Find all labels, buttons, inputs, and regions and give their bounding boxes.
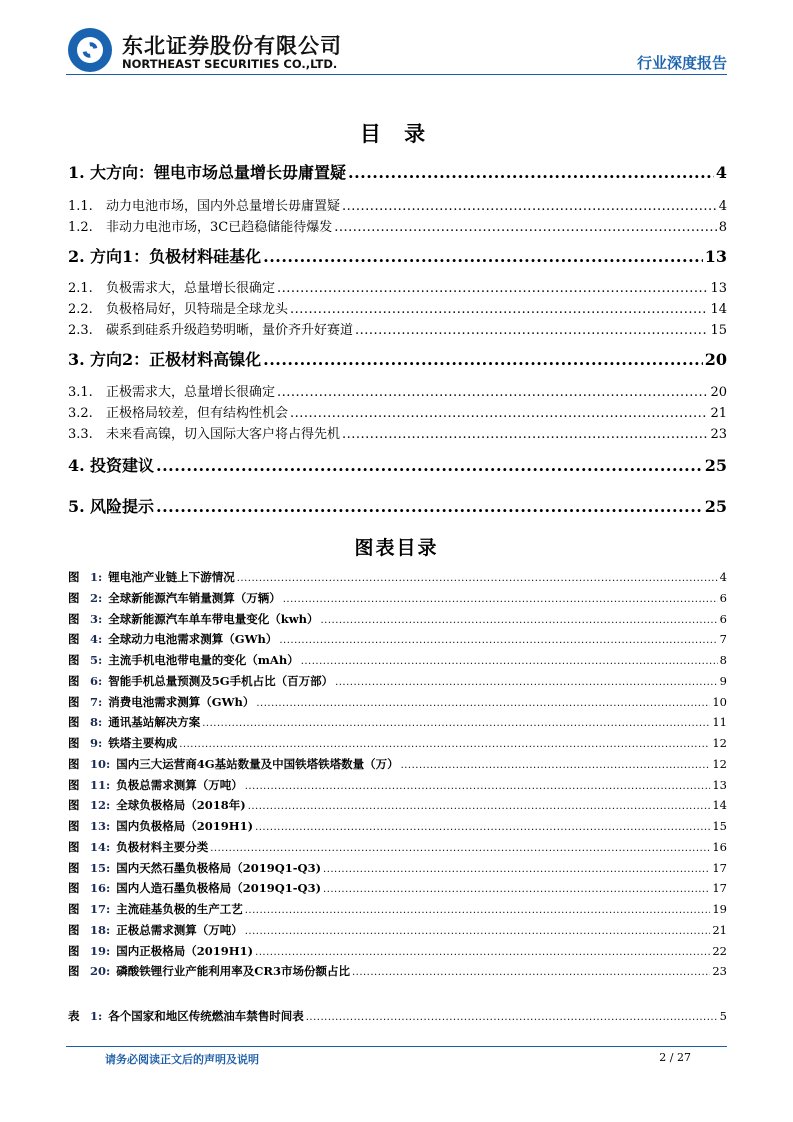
toc-page: 23 (710, 427, 727, 442)
leader-dots (263, 350, 703, 369)
figure-entry[interactable] (68, 777, 727, 793)
leader-dots (348, 163, 714, 182)
toc-number: 4. (68, 456, 85, 475)
toc-page: 25 (704, 497, 727, 516)
leader-dots (306, 1012, 718, 1023)
figure-entry[interactable] (68, 569, 727, 585)
leader-dots (401, 760, 711, 771)
entry-page: 11 (712, 715, 727, 730)
entry-prefix: 图 (68, 860, 80, 875)
leader-dots (355, 323, 708, 338)
figure-entry[interactable] (68, 901, 727, 917)
figure-entry[interactable] (68, 673, 727, 689)
entry-text[interactable]: 全球负极格局（2018年) (116, 798, 246, 813)
toc-text[interactable]: 投资建议 (90, 456, 155, 475)
leader-dots (342, 427, 708, 442)
entry-page: 6 (719, 590, 727, 605)
toc-number: 2.2. (68, 302, 93, 317)
figure-entry[interactable] (68, 880, 727, 896)
entry-prefix: 图 (68, 777, 80, 792)
toc-number: 1.2. (68, 220, 93, 235)
leader-dots (352, 967, 710, 978)
toc-entry[interactable] (68, 298, 727, 317)
toc-page: 13 (704, 247, 727, 266)
leader-dots (245, 926, 711, 937)
entry-page: 16 (712, 839, 727, 854)
entry-number: 15: (90, 860, 111, 875)
entry-page: 12 (712, 736, 727, 750)
leader-dots (342, 199, 717, 214)
entry-prefix: 图 (68, 902, 80, 916)
entry-text[interactable]: 智能手机总量预测及5G手机占比（百万部） (108, 673, 334, 688)
entry-text[interactable]: 国内三大运营商4G基站数量及中国铁塔铁塔数量（万） (116, 756, 399, 771)
leader-dots (283, 594, 718, 605)
toc-entry[interactable] (68, 494, 727, 517)
leader-dots (277, 385, 708, 400)
entry-number: 4: (90, 632, 103, 647)
entry-number: 11: (90, 777, 111, 792)
leader-dots (290, 302, 708, 317)
entry-prefix: 图 (68, 611, 80, 626)
entry-number: 5: (90, 653, 103, 667)
leader-dots (335, 677, 718, 688)
entry-prefix: 图 (68, 839, 80, 854)
entry-number: 16: (90, 881, 111, 896)
toc-page: 15 (710, 323, 727, 338)
toc-page: 14 (710, 302, 727, 317)
entry-page: 9 (719, 673, 727, 688)
toc-page: 8 (718, 220, 727, 235)
toc-text[interactable]: 碳系到硅系升级趋势明晰，量价齐升好赛道 (106, 323, 354, 338)
leader-dots (323, 884, 710, 895)
toc-entry[interactable] (68, 195, 727, 214)
toc-number: 1. (68, 163, 85, 182)
entry-number: 20: (90, 964, 111, 979)
entry-page: 8 (719, 653, 727, 667)
toc-number: 3.3. (68, 427, 93, 442)
entry-number: 10: (90, 756, 111, 771)
toc-page: 20 (710, 385, 727, 400)
entry-text[interactable]: 磷酸铁锂行业产能利用率及CR3市场份额占比 (116, 964, 350, 979)
entry-text[interactable]: 铁塔主要构成 (108, 736, 178, 750)
toc-entry[interactable] (68, 277, 727, 296)
toc-text[interactable]: 负极需求大，总量增长很确定 (106, 281, 276, 296)
leader-dots (248, 801, 711, 812)
entry-number: 17: (90, 902, 111, 916)
toc-number: 2. (68, 247, 85, 266)
toc-text[interactable]: 非动力电池市场，3C已趋稳储能待爆发 (106, 220, 333, 235)
entry-prefix: 图 (68, 922, 80, 937)
leader-dots (255, 822, 710, 833)
toc-page: 13 (710, 281, 727, 296)
toc-text[interactable]: 动力电池市场，国内外总量增长毋庸置疑 (106, 199, 341, 214)
entry-page: 21 (712, 922, 727, 937)
figure-entry[interactable] (68, 631, 727, 647)
toc-number: 3. (68, 350, 85, 369)
entry-prefix: 图 (68, 819, 80, 833)
toc-text[interactable]: 大方向：锂电市场总量增长毋庸置疑 (90, 163, 347, 182)
toc-text[interactable]: 负极格局好，贝特瑞是全球龙头 (106, 302, 289, 317)
toc-number: 2.3. (68, 323, 93, 338)
company-name-cn: 东北证券股份有限公司 (122, 34, 342, 58)
leader-dots (279, 635, 717, 646)
entry-prefix: 图 (68, 653, 80, 667)
entry-prefix: 图 (68, 715, 80, 730)
entry-number: 9: (90, 736, 103, 750)
figure-entry[interactable] (68, 943, 727, 959)
footer-divider (66, 1046, 727, 1047)
leader-dots (255, 947, 710, 958)
entry-number: 6: (90, 673, 103, 688)
entry-text[interactable]: 负极材料主要分类 (116, 839, 209, 854)
toc-number: 5. (68, 497, 85, 516)
entry-number: 8: (90, 715, 103, 730)
entry-text[interactable]: 消费电池需求测算（GWh） (108, 694, 255, 709)
entry-page: 4 (719, 570, 727, 584)
toc-entry[interactable] (68, 381, 727, 400)
figure-entry[interactable] (68, 797, 727, 813)
entry-text[interactable]: 主流手机电池带电量的变化（mAh） (108, 653, 299, 667)
entry-page: 22 (712, 943, 727, 958)
entry-text[interactable]: 国内天然石墨负极格局（2019Q1-Q3) (116, 860, 322, 875)
leader-dots (256, 698, 710, 709)
leader-dots (320, 615, 717, 626)
header-divider (66, 74, 727, 75)
entry-prefix: 图 (68, 881, 80, 896)
toc-page: 25 (704, 456, 727, 475)
leader-dots (156, 497, 703, 516)
figure-entry[interactable] (68, 860, 727, 876)
leader-dots (245, 781, 711, 792)
leader-dots (290, 406, 708, 421)
entry-prefix: 图 (68, 736, 80, 750)
toc-text[interactable]: 正极格局较差，但有结构性机会 (106, 406, 289, 421)
entry-prefix: 图 (68, 632, 80, 647)
entry-text[interactable]: 国内正极格局（2019H1) (116, 943, 254, 958)
entry-text[interactable]: 通讯基站解决方案 (108, 715, 201, 730)
entry-prefix: 图 (68, 964, 80, 979)
entry-page: 13 (712, 777, 727, 792)
toc-title: 目 录 (359, 121, 434, 146)
entry-text[interactable]: 国内负极格局（2019H1) (116, 819, 254, 833)
entry-prefix: 图 (68, 798, 80, 813)
leader-dots (245, 905, 711, 916)
entry-page: 23 (712, 964, 727, 979)
figure-entry[interactable] (68, 756, 727, 772)
toc-text[interactable]: 方向2：正极材料高镍化 (90, 350, 262, 369)
entry-text[interactable]: 国内人造石墨负极格局（2019Q1-Q3) (116, 881, 322, 896)
entry-page: 19 (712, 902, 727, 916)
figure-entry[interactable] (68, 652, 727, 668)
entry-page: 14 (712, 798, 727, 813)
entry-page: 7 (719, 632, 727, 647)
entry-page: 6 (719, 611, 727, 626)
entry-prefix: 表 (68, 1009, 80, 1023)
page-number: 2 / 27 (659, 1051, 691, 1064)
toc-page: 21 (710, 406, 727, 421)
entry-number: 18: (90, 922, 111, 937)
figure-entry[interactable] (68, 735, 727, 751)
leader-dots (156, 456, 703, 475)
table-entry[interactable] (68, 1008, 727, 1024)
figure-entry[interactable] (68, 590, 727, 606)
leader-dots (210, 843, 710, 854)
entry-text[interactable]: 全球动力电池需求测算（GWh） (108, 632, 278, 647)
figure-entry[interactable] (68, 694, 727, 710)
toc-text[interactable]: 风险提示 (90, 497, 155, 516)
entry-page: 15 (712, 819, 727, 833)
toc-page: 20 (704, 350, 727, 369)
entry-prefix: 图 (68, 694, 80, 709)
entry-text[interactable]: 锂电池产业链上下游情况 (108, 570, 235, 584)
leader-dots (237, 573, 718, 584)
leader-dots (263, 247, 703, 266)
entry-text[interactable]: 正极总需求测算（万吨） (116, 922, 243, 937)
entry-prefix: 图 (68, 756, 80, 771)
leader-dots (277, 281, 708, 296)
entry-page: 10 (712, 694, 727, 709)
toc-entry[interactable] (68, 160, 727, 183)
figure-entry[interactable] (68, 611, 727, 627)
toc-number: 1.1. (68, 199, 93, 214)
toc-entry[interactable] (68, 402, 727, 421)
toc-text[interactable]: 方向1：负极材料硅基化 (90, 247, 262, 266)
leader-dots (334, 220, 717, 235)
entry-page: 5 (719, 1009, 727, 1023)
entry-number: 19: (90, 943, 111, 958)
entry-prefix: 图 (68, 590, 80, 605)
company-logo-icon (68, 28, 112, 72)
entry-prefix: 图 (68, 943, 80, 958)
toc-number: 3.2. (68, 406, 93, 421)
toc-entry[interactable] (68, 347, 727, 370)
toc-number: 3.1. (68, 385, 93, 400)
figure-entry[interactable] (68, 963, 727, 979)
entry-page: 17 (712, 881, 727, 896)
toc-page: 4 (718, 199, 727, 214)
report-type: 行业深度报告 (636, 54, 727, 72)
entry-number: 13: (90, 819, 111, 833)
entry-page: 17 (712, 860, 727, 875)
leader-dots (179, 739, 710, 750)
entry-number: 12: (90, 798, 111, 813)
toc-entry[interactable] (68, 216, 727, 235)
figure-entry[interactable] (68, 922, 727, 938)
entry-prefix: 图 (68, 570, 80, 584)
entry-text[interactable]: 全球新能源汽车单车带电量变化（kwh） (108, 611, 319, 626)
entry-text[interactable]: 负极总需求测算（万吨） (116, 777, 243, 792)
entry-number: 1: (90, 570, 103, 584)
toc-entry[interactable] (68, 423, 727, 442)
toc-entry[interactable] (68, 319, 727, 338)
toc-entry[interactable] (68, 244, 727, 267)
entry-number: 1: (90, 1009, 103, 1023)
company-name-en: NORTHEAST SECURITIES CO.,LTD. (122, 57, 338, 71)
entry-number: 3: (90, 611, 103, 626)
toc-entry[interactable] (68, 453, 727, 476)
figure-entry[interactable] (68, 818, 727, 834)
toc-text[interactable]: 未来看高镍，切入国际大客户将占得先机 (106, 427, 341, 442)
entry-text[interactable]: 各个国家和地区传统燃油车禁售时间表 (108, 1009, 304, 1023)
toc-number: 2.1. (68, 281, 93, 296)
entry-number: 14: (90, 839, 111, 854)
footer-disclaimer: 请务必阅读正文后的声明及说明 (105, 1053, 259, 1066)
toc-text[interactable]: 正极需求大，总量增长很确定 (106, 385, 276, 400)
entry-text[interactable]: 全球新能源汽车销量测算（万辆） (108, 590, 281, 605)
figure-entry[interactable] (68, 839, 727, 855)
leader-dots (202, 718, 710, 729)
entry-prefix: 图 (68, 673, 80, 688)
leader-dots (301, 656, 718, 667)
entry-page: 12 (712, 756, 727, 771)
leader-dots (323, 864, 710, 875)
figure-entry[interactable] (68, 714, 727, 730)
entry-number: 7: (90, 694, 103, 709)
toc-page: 4 (715, 163, 727, 182)
figures-title: 图表目录 (354, 537, 439, 559)
entry-number: 2: (90, 590, 103, 605)
entry-text[interactable]: 主流硅基负极的生产工艺 (116, 902, 243, 916)
